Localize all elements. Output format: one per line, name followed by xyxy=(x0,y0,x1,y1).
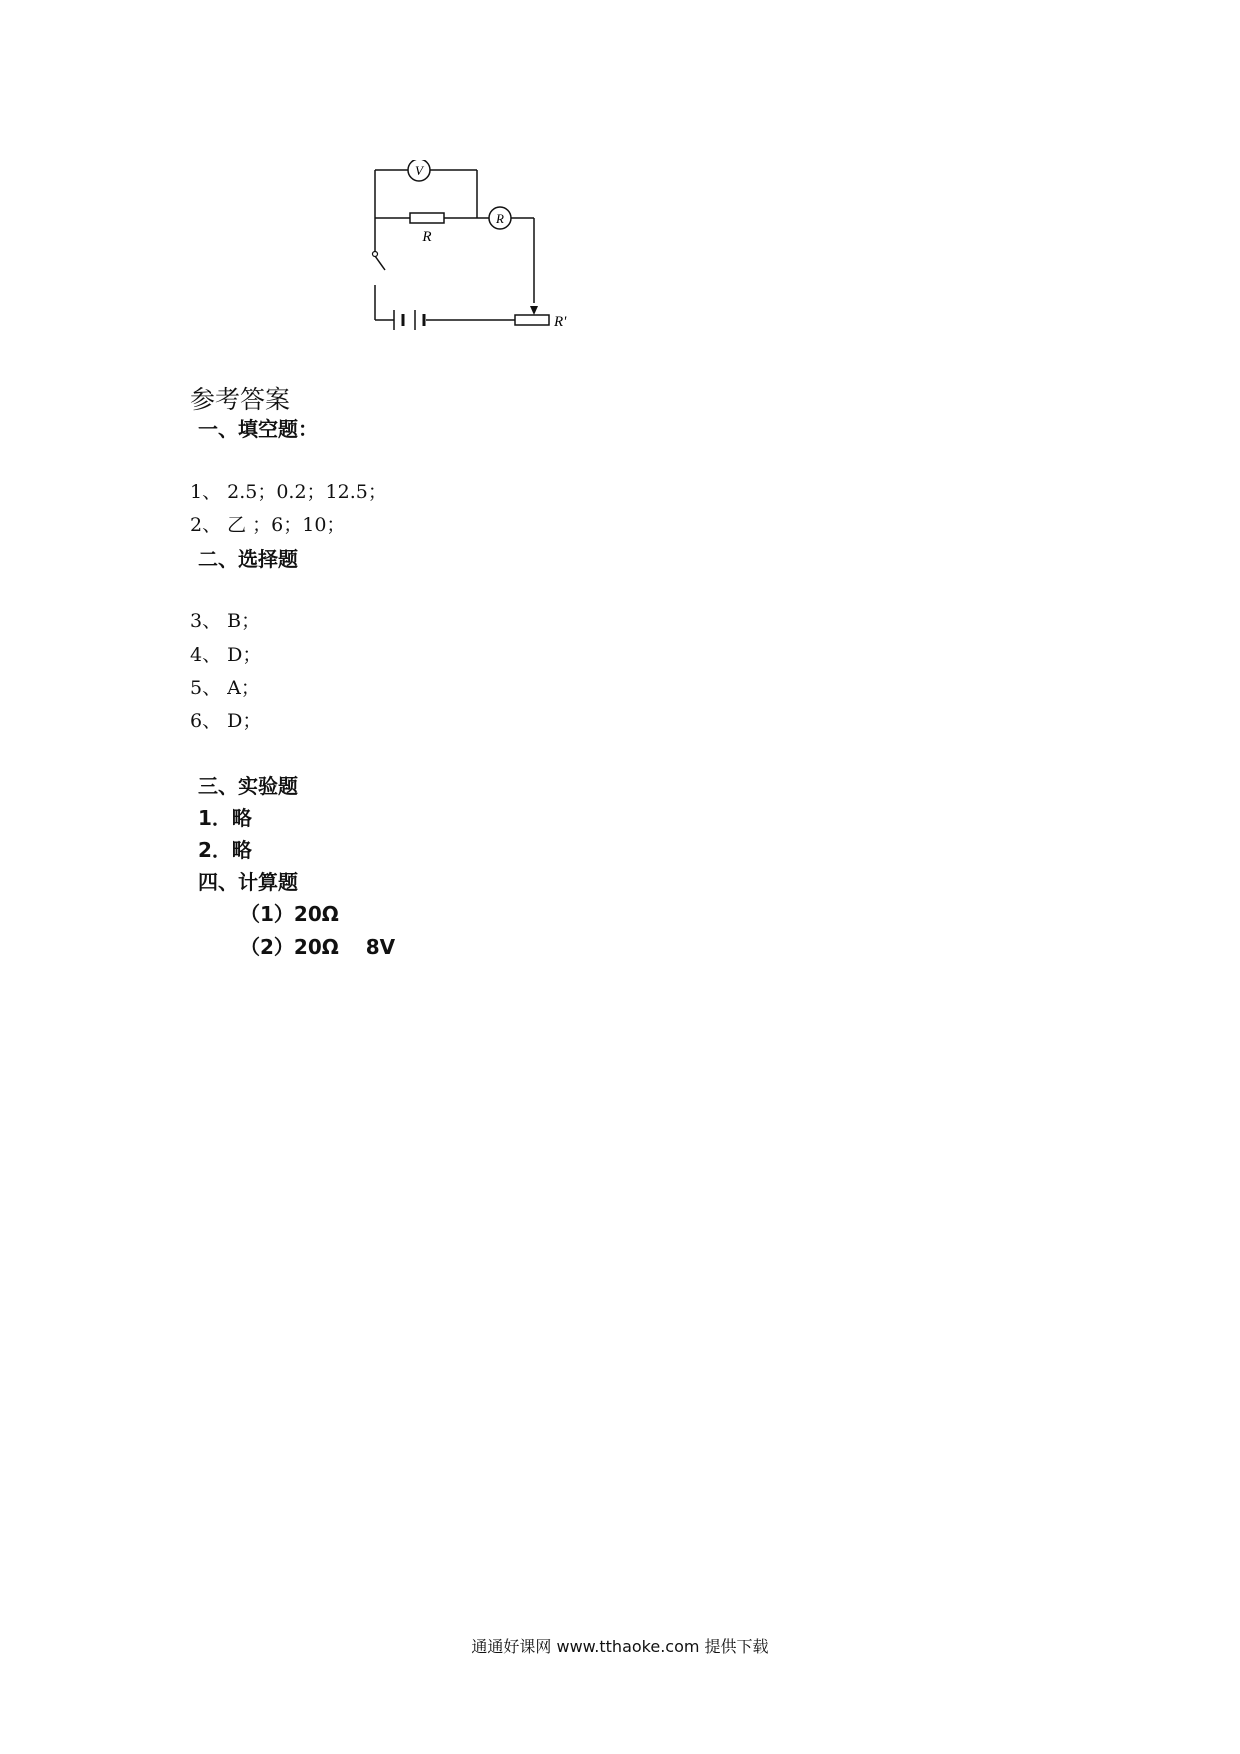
experiment-answer-2: 2．略 xyxy=(198,838,252,862)
section-choice-heading: 二、选择题 xyxy=(198,547,298,571)
answer-item-4: 4、 D； xyxy=(190,644,262,666)
answer-item-6: 6、 D； xyxy=(190,710,262,732)
voltmeter-label: V xyxy=(415,163,423,178)
answer-item-3: 3、 B； xyxy=(190,610,261,632)
answer-item-5: 5、 A； xyxy=(190,677,260,699)
meter-label: R xyxy=(496,211,504,226)
calculation-answer-2: （2）20Ω 8V xyxy=(240,935,396,959)
answers-title: 参考答案 xyxy=(190,385,291,414)
answer-item-1: 1、 2.5；0.2；12.5； xyxy=(190,481,387,503)
section-calculation-heading: 四、计算题 xyxy=(198,870,298,894)
answer-item-2: 2、 乙 ；6；10； xyxy=(190,514,346,536)
circuit-diagram xyxy=(370,160,590,340)
section-fill-blank-heading: 一、填空题： xyxy=(198,417,318,441)
calculation-answer-1: （1）20Ω xyxy=(240,902,339,926)
section-experiment-heading: 三、实验题 xyxy=(198,774,298,798)
rheostat-label: R' xyxy=(554,314,567,330)
experiment-answer-1: 1．略 xyxy=(198,806,252,830)
footer-text: 通通好课网 www.tthaoke.com 提供下载 xyxy=(471,1637,769,1656)
resistor-label: R xyxy=(422,229,432,245)
